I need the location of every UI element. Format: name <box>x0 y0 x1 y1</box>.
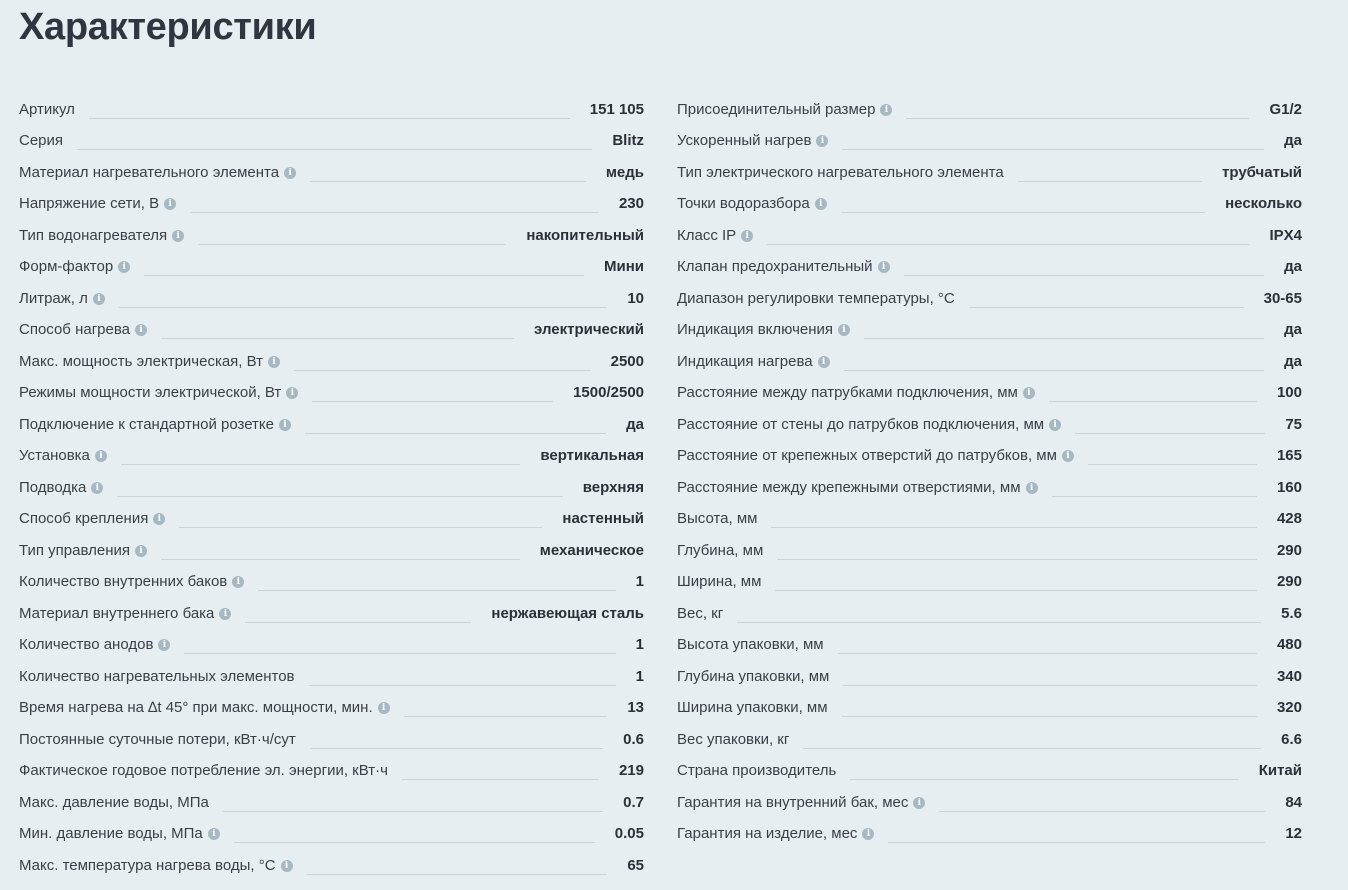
spec-label: Литраж, л <box>19 289 88 307</box>
spec-label: Подводка <box>19 478 87 496</box>
spec-label-wrap <box>677 699 828 717</box>
spec-value: 320 <box>1276 699 1302 716</box>
dotted-leader <box>294 356 591 371</box>
info-icon[interactable]: i <box>95 450 107 462</box>
spec-row <box>19 812 644 844</box>
spec-label-wrap <box>19 510 165 528</box>
spec-label-wrap <box>677 762 836 780</box>
dotted-leader <box>737 608 1261 623</box>
spec-row <box>19 245 644 277</box>
spec-label: Режимы мощности электрической, Вт <box>19 384 282 401</box>
spec-row <box>677 245 1302 277</box>
spec-value: Китай <box>1258 762 1302 779</box>
spec-label: Ускоренный нагрев <box>677 132 812 149</box>
spec-label: Страна производитель <box>677 762 837 779</box>
spec-label-wrap <box>19 290 105 308</box>
spec-label: Способ нагрева <box>19 321 130 338</box>
spec-label-wrap <box>19 384 298 402</box>
dotted-leader <box>402 765 599 780</box>
spec-row <box>19 780 644 812</box>
spec-label-wrap <box>677 731 789 749</box>
spec-label-wrap <box>677 290 955 308</box>
spec-value: 1500/2500 <box>573 384 644 401</box>
dotted-leader <box>144 261 584 276</box>
spec-row <box>19 686 644 718</box>
info-icon[interactable]: i <box>135 324 147 336</box>
spec-label-wrap <box>677 416 1061 434</box>
spec-row <box>677 686 1302 718</box>
spec-row <box>677 150 1302 182</box>
spec-label-wrap <box>19 101 75 119</box>
spec-label: Ширина, мм <box>677 573 762 590</box>
spec-value: 219 <box>618 762 644 779</box>
spec-row <box>19 749 644 781</box>
spec-value: 160 <box>1276 478 1302 496</box>
spec-row <box>19 276 644 308</box>
spec-value: 5.6 <box>1281 604 1302 622</box>
spec-value: вертикальная <box>540 447 644 464</box>
dotted-leader <box>838 639 1257 654</box>
spec-label-wrap <box>677 573 761 591</box>
spec-label: Подключение к стандартной розетке <box>19 415 274 433</box>
dotted-leader <box>906 104 1249 119</box>
spec-label-wrap <box>677 353 830 371</box>
spec-value: 100 <box>1276 384 1302 401</box>
dotted-leader <box>939 797 1265 812</box>
info-icon[interactable]: i <box>1026 482 1038 494</box>
spec-row <box>19 623 644 655</box>
spec-value: 428 <box>1276 510 1302 527</box>
info-icon[interactable]: i <box>862 828 874 840</box>
dotted-leader <box>969 293 1244 308</box>
spec-label-wrap <box>677 605 723 623</box>
dotted-leader <box>803 734 1261 749</box>
spec-row <box>19 339 644 371</box>
dotted-leader <box>888 828 1265 843</box>
spec-row <box>19 119 644 151</box>
spec-label: Макс. температура нагрева воды, °С <box>19 856 276 874</box>
spec-row <box>19 402 644 434</box>
spec-label-wrap <box>19 353 280 371</box>
info-icon[interactable]: i <box>818 356 830 368</box>
spec-value: 6.6 <box>1281 730 1302 748</box>
spec-label-wrap <box>677 479 1038 497</box>
info-icon[interactable]: i <box>208 828 220 840</box>
spec-label-wrap <box>19 164 296 182</box>
spec-label-wrap <box>19 731 296 749</box>
info-icon[interactable]: i <box>219 608 231 620</box>
spec-row <box>677 371 1302 403</box>
spec-label: Глубина упаковки, мм <box>677 667 830 685</box>
spec-value: несколько <box>1225 195 1302 212</box>
spec-label: Диапазон регулировки температуры, °С <box>677 289 955 307</box>
spec-row <box>677 339 1302 371</box>
dotted-leader <box>179 513 542 528</box>
spec-label-wrap <box>677 384 1035 402</box>
spec-value: 13 <box>627 699 644 716</box>
spec-row <box>19 182 644 214</box>
spec-label-wrap <box>677 258 890 276</box>
spec-label: Расстояние от крепежных отверстий до патрубков, мм <box>677 447 1057 464</box>
spec-label: Напряжение сети, В <box>19 195 160 212</box>
spec-row <box>677 623 1302 655</box>
spec-row <box>19 497 644 529</box>
spec-value: медь <box>605 163 644 181</box>
spec-value: 1 <box>635 573 644 590</box>
spec-label: Артикул <box>19 100 75 118</box>
info-icon[interactable]: i <box>153 513 165 525</box>
dotted-leader <box>312 387 553 402</box>
specs-columns <box>19 87 1303 875</box>
spec-value: да <box>1284 352 1302 370</box>
spec-value: настенный <box>562 510 644 527</box>
spec-value: 480 <box>1276 636 1302 653</box>
dotted-leader <box>161 545 520 560</box>
spec-label-wrap <box>19 573 244 591</box>
spec-label: Тип управления <box>19 541 130 559</box>
info-icon[interactable]: i <box>741 230 753 242</box>
spec-row <box>19 150 644 182</box>
dotted-leader <box>184 639 615 654</box>
spec-value: да <box>626 415 644 433</box>
info-icon[interactable]: i <box>158 639 170 651</box>
dotted-leader <box>771 513 1256 528</box>
spec-value: 75 <box>1285 415 1302 433</box>
spec-value: 84 <box>1285 793 1302 811</box>
spec-value: 1 <box>635 667 644 685</box>
spec-label: Индикация включения <box>677 321 834 338</box>
dotted-leader <box>842 135 1264 150</box>
spec-label-wrap <box>19 762 388 780</box>
spec-value: Мини <box>604 258 644 275</box>
dotted-leader <box>1075 419 1265 434</box>
spec-label: Способ крепления <box>19 510 149 527</box>
spec-label-wrap <box>19 479 103 497</box>
spec-label-wrap <box>677 794 925 812</box>
dotted-leader <box>77 135 592 150</box>
dotted-leader <box>904 261 1265 276</box>
spec-label: Материал внутреннего бака <box>19 604 215 622</box>
dotted-leader <box>305 419 606 434</box>
spec-label-wrap <box>19 132 63 150</box>
spec-row <box>19 560 644 592</box>
spec-value: 2500 <box>610 352 644 370</box>
spec-row <box>677 717 1302 749</box>
spec-row <box>677 497 1302 529</box>
info-icon[interactable]: i <box>1023 387 1035 399</box>
spec-label: Расстояние между патрубками подключения, мм <box>677 384 1018 401</box>
spec-label: Высота упаковки, мм <box>677 636 824 653</box>
info-icon[interactable]: i <box>878 261 890 273</box>
dotted-leader <box>850 765 1238 780</box>
spec-row <box>677 749 1302 781</box>
spec-value: G1/2 <box>1269 100 1302 118</box>
spec-label-wrap <box>19 636 170 654</box>
spec-label-wrap <box>677 825 874 843</box>
spec-label: Макс. давление воды, МПа <box>19 793 209 811</box>
spec-label-wrap <box>19 447 107 465</box>
dotted-leader <box>307 860 608 875</box>
spec-value: 0.7 <box>623 793 644 811</box>
info-icon[interactable]: i <box>1062 450 1074 462</box>
spec-label-wrap <box>19 794 209 812</box>
page-title: Характеристики <box>19 6 317 48</box>
spec-label: Макс. мощность электрическая, Вт <box>19 352 264 370</box>
spec-label: Установка <box>19 447 90 464</box>
info-icon[interactable]: i <box>91 482 103 494</box>
dotted-leader <box>198 230 506 245</box>
spec-row <box>19 434 644 466</box>
spec-row <box>19 654 644 686</box>
spec-label: Глубина, мм <box>677 541 764 559</box>
spec-value: да <box>1284 258 1302 275</box>
spec-row <box>19 465 644 497</box>
spec-value: 65 <box>627 856 644 874</box>
dotted-leader <box>119 293 607 308</box>
spec-row <box>677 434 1302 466</box>
spec-label: Форм-фактор <box>19 258 114 275</box>
spec-row <box>19 528 644 560</box>
spec-value: верхняя <box>582 478 644 496</box>
spec-label: Тип электрического нагревательного элемента <box>677 163 1004 181</box>
spec-label: Тип водонагревателя <box>19 226 168 244</box>
dotted-leader <box>310 167 586 182</box>
spec-label-wrap <box>19 668 295 686</box>
info-icon[interactable]: i <box>281 860 293 872</box>
spec-row <box>19 87 644 119</box>
spec-label: Количество внутренних баков <box>19 573 228 590</box>
info-icon[interactable]: i <box>93 293 105 305</box>
info-icon[interactable]: i <box>880 104 892 116</box>
spec-value: 340 <box>1276 667 1302 685</box>
spec-label: Присоединительный размер <box>677 100 876 118</box>
spec-row <box>19 308 644 340</box>
dotted-leader <box>777 545 1257 560</box>
spec-row <box>19 717 644 749</box>
info-icon[interactable]: i <box>913 797 925 809</box>
spec-row <box>19 843 644 875</box>
dotted-leader <box>234 828 595 843</box>
dotted-leader <box>844 356 1265 371</box>
dotted-leader <box>258 576 615 591</box>
spec-row <box>677 591 1302 623</box>
dotted-leader <box>864 324 1264 339</box>
info-icon[interactable]: i <box>286 387 298 399</box>
dotted-leader <box>1018 167 1202 182</box>
specs-column-left <box>19 87 644 875</box>
spec-label-wrap <box>19 195 176 213</box>
spec-value: механическое <box>539 541 644 559</box>
spec-row <box>677 87 1302 119</box>
spec-row <box>677 213 1302 245</box>
spec-row <box>677 560 1302 592</box>
dotted-leader <box>245 608 471 623</box>
dotted-leader <box>1049 387 1257 402</box>
spec-label-wrap <box>677 510 757 528</box>
spec-label: Постоянные суточные потери, кВт·ч/сут <box>19 730 296 748</box>
spec-value: 151 105 <box>589 100 644 118</box>
spec-value: нержавеющая сталь <box>491 604 644 622</box>
spec-label: Ширина упаковки, мм <box>677 699 828 716</box>
info-icon[interactable]: i <box>164 198 176 210</box>
spec-label: Количество нагревательных элементов <box>19 667 295 685</box>
spec-label-wrap <box>19 321 147 339</box>
spec-label: Точки водоразбора <box>677 195 810 212</box>
spec-row <box>19 371 644 403</box>
spec-label: Индикация нагрева <box>677 352 813 370</box>
spec-label: Мин. давление воды, МПа <box>19 825 203 842</box>
spec-label-wrap <box>677 542 763 560</box>
spec-label-wrap <box>677 668 829 686</box>
spec-value: электрический <box>534 321 644 338</box>
spec-value: трубчатый <box>1222 163 1302 181</box>
spec-label-wrap <box>19 825 220 843</box>
dotted-leader <box>223 797 603 812</box>
spec-label-wrap <box>677 447 1074 465</box>
dotted-leader <box>767 230 1249 245</box>
spec-label-wrap <box>19 227 184 245</box>
spec-row <box>677 402 1302 434</box>
spec-label: Серия <box>19 132 64 149</box>
spec-label: Время нагрева на ∆t 45° при макс. мощности, мин. <box>19 699 373 716</box>
spec-label-wrap <box>19 605 231 623</box>
dotted-leader <box>1088 450 1257 465</box>
dotted-leader <box>843 671 1257 686</box>
spec-value: 1 <box>635 636 644 653</box>
specs-column-right <box>677 87 1302 875</box>
info-icon[interactable]: i <box>135 545 147 557</box>
spec-value: 30-65 <box>1263 289 1302 307</box>
spec-label-wrap <box>677 164 1004 182</box>
spec-value: 290 <box>1276 573 1302 590</box>
info-icon[interactable]: i <box>172 230 184 242</box>
spec-label: Расстояние от стены до патрубков подключения, мм <box>677 415 1045 433</box>
spec-label-wrap <box>677 132 828 150</box>
spec-value: 230 <box>618 195 644 212</box>
dotted-leader <box>117 482 562 497</box>
spec-label-wrap <box>19 699 390 717</box>
spec-row <box>19 213 644 245</box>
info-icon[interactable]: i <box>284 167 296 179</box>
dotted-leader <box>1052 482 1257 497</box>
spec-value: Blitz <box>612 132 644 149</box>
spec-row <box>677 182 1302 214</box>
spec-label-wrap <box>677 101 892 119</box>
spec-label-wrap <box>677 636 824 654</box>
spec-row <box>19 591 644 623</box>
info-icon[interactable]: i <box>816 135 828 147</box>
dotted-leader <box>841 198 1205 213</box>
spec-row <box>677 780 1302 812</box>
spec-value: да <box>1284 321 1302 338</box>
spec-row <box>677 465 1302 497</box>
info-icon[interactable]: i <box>279 419 291 431</box>
spec-label: Количество анодов <box>19 636 154 653</box>
info-icon[interactable]: i <box>815 198 827 210</box>
spec-value: 0.6 <box>623 730 644 748</box>
spec-row <box>677 119 1302 151</box>
spec-label-wrap <box>19 857 293 875</box>
dotted-leader <box>775 576 1257 591</box>
spec-row <box>677 654 1302 686</box>
dotted-leader <box>310 734 603 749</box>
dotted-leader <box>404 702 608 717</box>
spec-label-wrap <box>19 258 130 276</box>
spec-value: IPX4 <box>1269 226 1302 244</box>
spec-label: Класс IP <box>677 226 737 244</box>
spec-label-wrap <box>677 195 827 213</box>
info-icon[interactable]: i <box>1049 419 1061 431</box>
info-icon[interactable]: i <box>268 356 280 368</box>
spec-label: Расстояние между крепежными отверстиями, мм <box>677 478 1021 496</box>
spec-label-wrap <box>19 416 291 434</box>
dotted-leader <box>309 671 616 686</box>
dotted-leader <box>121 450 520 465</box>
spec-label-wrap <box>19 542 147 560</box>
spec-label-wrap <box>677 321 850 339</box>
spec-label: Фактическое годовое потребление эл. энергии, кВт·ч <box>19 762 388 779</box>
spec-value: 12 <box>1285 825 1302 842</box>
spec-value: 0.05 <box>614 825 644 842</box>
dotted-leader <box>89 104 570 119</box>
spec-label: Гарантия на изделие, мес <box>677 825 858 842</box>
spec-row <box>677 276 1302 308</box>
spec-row <box>677 812 1302 844</box>
spec-label: Материал нагревательного элемента <box>19 163 280 181</box>
dotted-leader <box>190 198 599 213</box>
dotted-leader <box>842 702 1257 717</box>
spec-row <box>677 528 1302 560</box>
spec-label: Вес, кг <box>677 604 724 622</box>
info-icon[interactable]: i <box>838 324 850 336</box>
spec-label-wrap <box>677 227 753 245</box>
spec-label: Клапан предохранительный <box>677 258 873 275</box>
spec-value: накопительный <box>526 226 644 244</box>
spec-label: Высота, мм <box>677 510 758 527</box>
spec-value: 165 <box>1276 447 1302 464</box>
info-icon[interactable]: i <box>378 702 390 714</box>
spec-value: да <box>1284 132 1302 149</box>
info-icon[interactable]: i <box>232 576 244 588</box>
spec-label: Гарантия на внутренний бак, мес <box>677 793 909 811</box>
spec-value: 10 <box>627 289 644 307</box>
dotted-leader <box>161 324 514 339</box>
spec-label: Вес упаковки, кг <box>677 730 790 748</box>
spec-value: 290 <box>1276 541 1302 559</box>
spec-row <box>677 308 1302 340</box>
info-icon[interactable]: i <box>118 261 130 273</box>
